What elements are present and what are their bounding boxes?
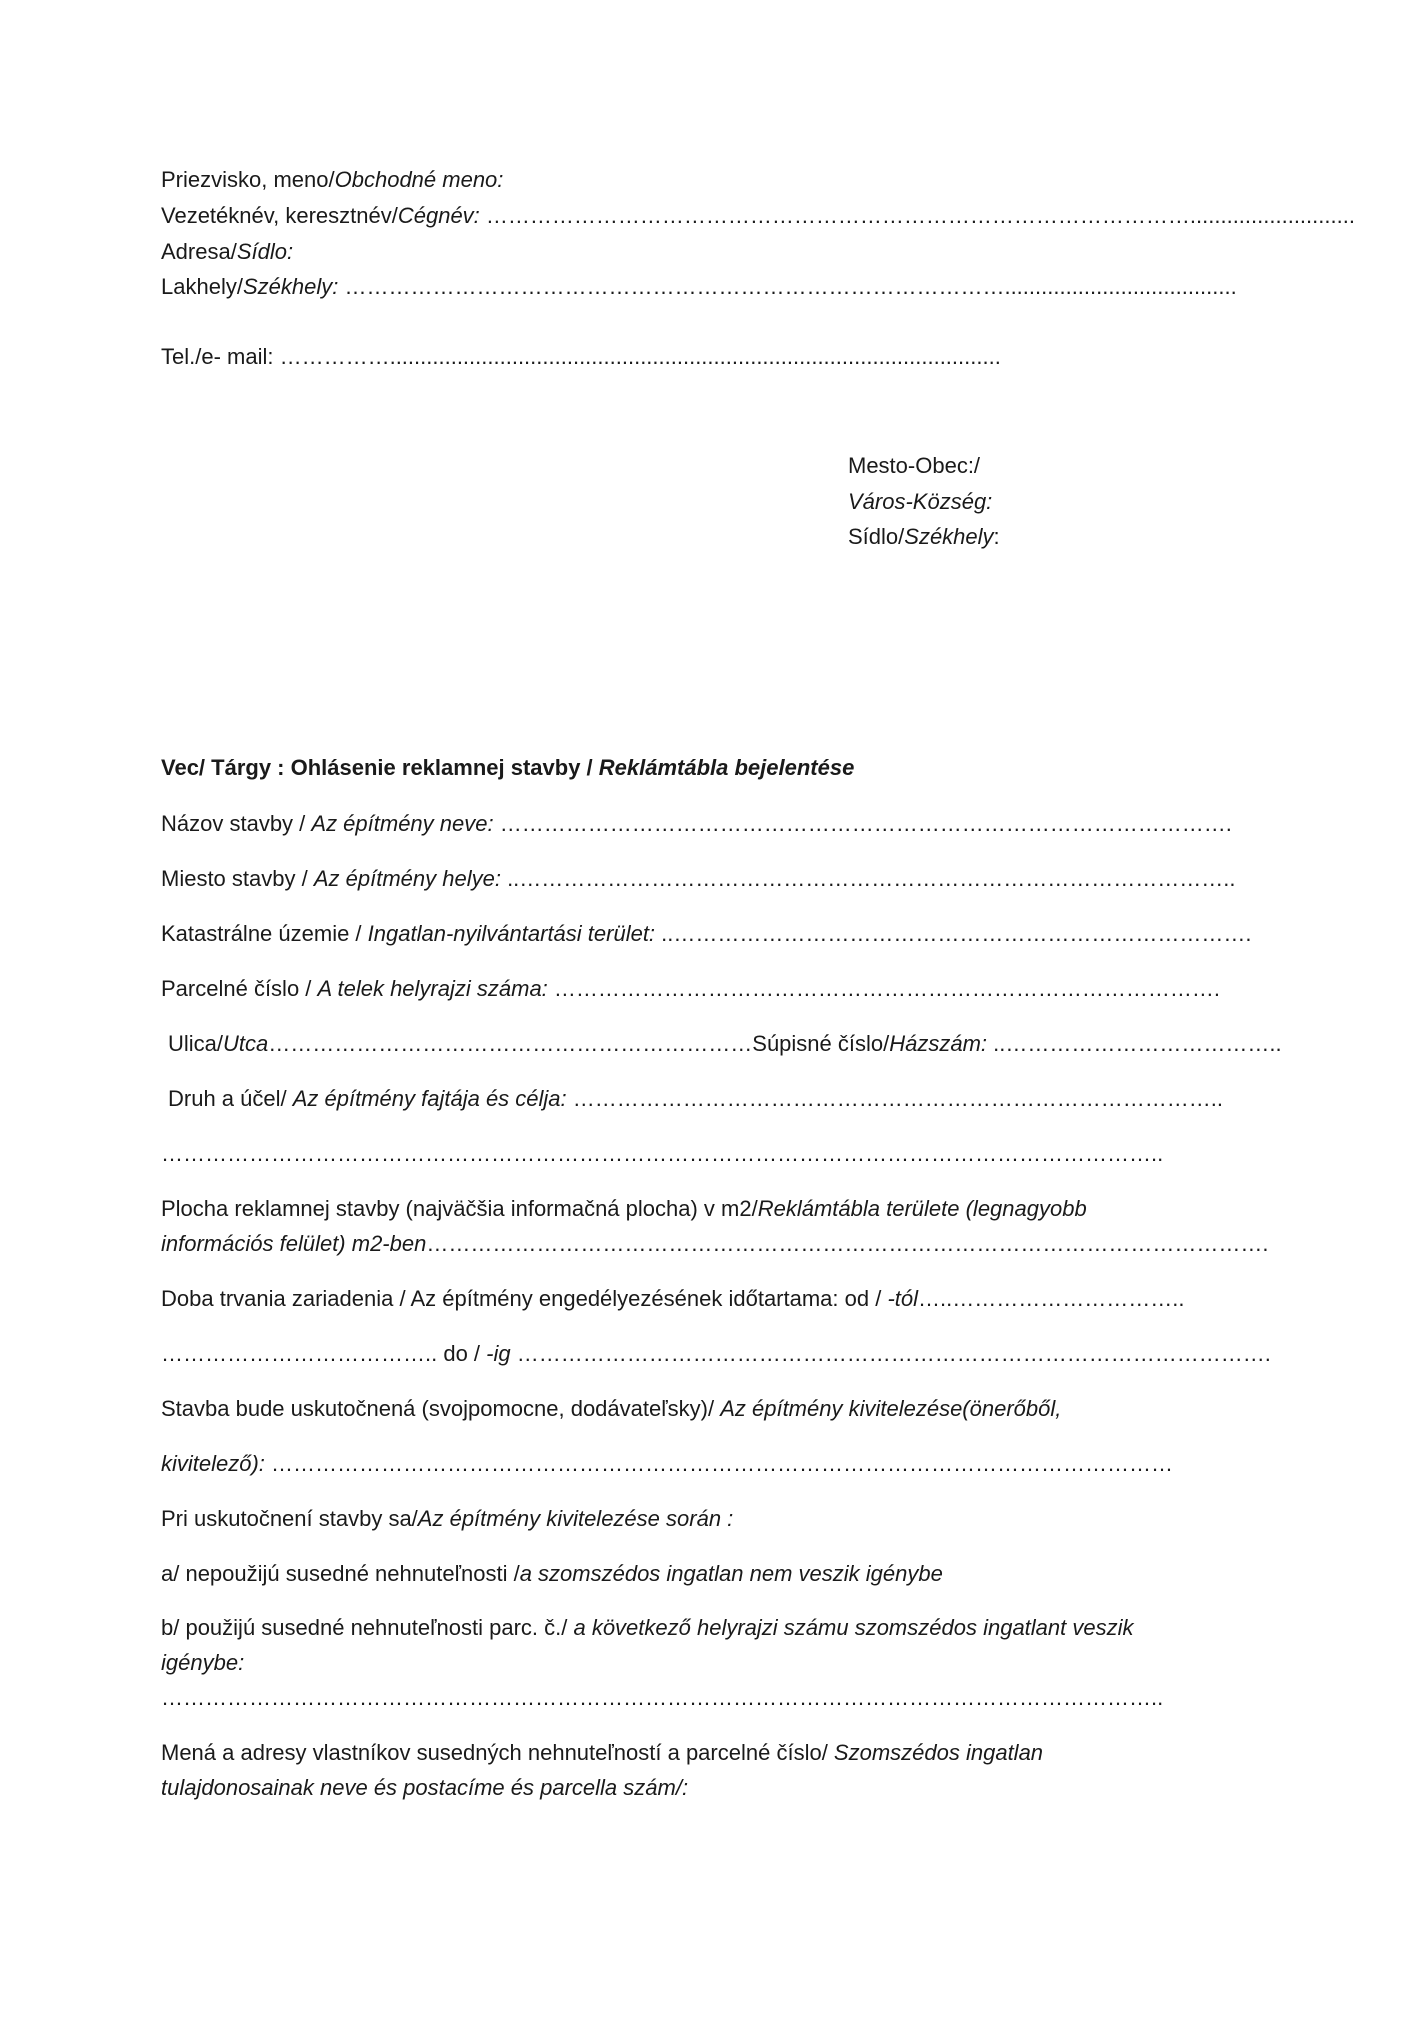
text: a következő helyrajzi számu szomszédos ingatlant veszik <box>573 1615 1134 1640</box>
text: …………………………………………………………Súpisné číslo/ <box>268 1031 890 1056</box>
subject-heading <box>161 754 854 782</box>
text: Miesto stavby / <box>161 866 314 891</box>
text: A telek helyrajzi száma: <box>317 976 548 1001</box>
text: Adresa/ <box>161 239 237 264</box>
text: ………………………………………………………………………………...................................... <box>338 274 1237 299</box>
option-b-parcel-field[interactable]: ……………………………………………………………………………………………………………………….. <box>161 1685 1164 1710</box>
text: Druh a účel/ <box>168 1086 293 1111</box>
text: Parcelné číslo / <box>161 976 318 1001</box>
text: Mená a adresy vlastníkov susedných nehnuteľností a parcelné číslo/ <box>161 1740 834 1765</box>
applicant-name-field[interactable] <box>161 202 1355 230</box>
text: …………………………………………………………………………….. <box>566 1086 1223 1111</box>
applicant-name-label-sk <box>161 166 503 194</box>
text: Reklámtábla területe (legnagyobb <box>757 1196 1087 1221</box>
text: Utca <box>223 1031 269 1056</box>
text: Pri uskutočnení stavby sa/ <box>161 1506 418 1531</box>
text: ……………………………………………………………………………………………………. <box>426 1231 1269 1256</box>
text: Az építmény fajtája és célja: <box>292 1086 567 1111</box>
duration-from-field[interactable] <box>161 1285 1184 1313</box>
text: ……………………………………………………………………………………........................... <box>479 203 1355 228</box>
text: Názov stavby / <box>161 811 312 836</box>
construction-method-field[interactable] <box>161 1450 1173 1478</box>
text: ..…………………………………………………………………………………….. <box>500 866 1236 891</box>
street-housenumber-field[interactable] <box>168 1030 1282 1058</box>
recipient-seat <box>848 523 1000 551</box>
text: b/ použijú susedné nehnuteľnosti parc. č./ <box>161 1615 574 1640</box>
text: …………………………………………………………………………………………. <box>510 1341 1271 1366</box>
text: Az építmény helye: <box>313 866 501 891</box>
text: ..……………………………………………………………………. <box>655 921 1252 946</box>
option-a[interactable] <box>161 1560 943 1588</box>
text: : <box>993 524 1000 549</box>
text: Vec/ Tárgy : Ohlásenie reklamnej stavby / <box>161 755 599 780</box>
during-construction-label <box>161 1505 733 1533</box>
text: ..……………………………….. <box>987 1031 1282 1056</box>
text: Sídlo/ <box>848 524 905 549</box>
text: Cégnév: <box>397 203 480 228</box>
text: Ulica/ <box>168 1031 224 1056</box>
applicant-address-label-sk <box>161 238 293 266</box>
text: Szomszédos ingatlan <box>833 1740 1044 1765</box>
recipient-municipality-hu: Város-Község: <box>848 489 993 514</box>
text: Az építmény kivitelezése során : <box>417 1506 734 1531</box>
applicant-address-field[interactable] <box>161 273 1237 301</box>
text: Doba trvania zariadenia / Az építmény engedélyezésének időtartama: od / <box>161 1286 888 1311</box>
applicant-contact-field[interactable]: Tel./e- mail: …………….................................................................................................... <box>161 344 1001 369</box>
text: Priezvisko, meno/ <box>161 167 335 192</box>
text: Székhely <box>904 524 994 549</box>
recipient-municipality: Mesto-Obec:/ <box>848 453 981 478</box>
text: információs felület) m2-ben <box>161 1231 427 1256</box>
building-type-continuation-field[interactable]: ……………………………………………………………………………………………………………………….. <box>161 1141 1164 1166</box>
text: …..………………………….. <box>918 1286 1185 1311</box>
text: Sídlo: <box>236 239 294 264</box>
text: Stavba bude uskutočnená (svojpomocne, dodávateľsky)/ <box>161 1396 721 1421</box>
duration-to-field[interactable] <box>161 1340 1271 1368</box>
text: kivitelező): <box>161 1451 265 1476</box>
building-location-field[interactable] <box>161 865 1236 893</box>
text: Plocha reklamnej stavby (najväčšia informačná plocha) v m2/ <box>161 1196 758 1221</box>
building-name-field[interactable] <box>161 810 1232 838</box>
construction-method-label <box>161 1395 1061 1423</box>
text: -ig <box>486 1341 511 1366</box>
text: a szomszédos ingatlan nem veszik igénybe <box>519 1561 943 1586</box>
text: Ingatlan-nyilvántartási terület: <box>367 921 656 946</box>
text: ………………………………………………………………………………. <box>547 976 1221 1001</box>
text: Székhely: <box>242 274 339 299</box>
text: Az építmény kivitelezése(önerőből, <box>720 1396 1062 1421</box>
option-b[interactable] <box>161 1614 1134 1642</box>
text: ………………………………………………………………………………………. <box>493 811 1232 836</box>
advert-area-field[interactable] <box>161 1230 1268 1258</box>
neighbours-label <box>161 1739 1043 1767</box>
building-type-field[interactable] <box>168 1085 1223 1113</box>
text: Reklámtábla bejelentése <box>598 755 855 780</box>
cadastral-area-field[interactable] <box>161 920 1252 948</box>
text: Az építmény neve: <box>311 811 494 836</box>
text: Katastrálne územie / <box>161 921 368 946</box>
neighbours-label-continuation: tulajdonosainak neve és postacíme és parcella szám/: <box>161 1775 689 1800</box>
text: Lakhely/ <box>161 274 243 299</box>
parcel-number-field[interactable] <box>161 975 1220 1003</box>
text: -tól <box>887 1286 919 1311</box>
text: Vezetéknév, keresztnév/ <box>161 203 398 228</box>
advert-area-label <box>161 1195 1087 1223</box>
text: …………………………………………………………………………………………………………… <box>264 1451 1174 1476</box>
text: Házszám: <box>889 1031 988 1056</box>
text: ……………………………….. do / <box>161 1341 487 1366</box>
option-b-continuation: igénybe: <box>161 1650 245 1675</box>
text: a/ nepoužijú susedné nehnuteľnosti / <box>161 1561 520 1586</box>
text: Obchodné meno: <box>334 167 504 192</box>
